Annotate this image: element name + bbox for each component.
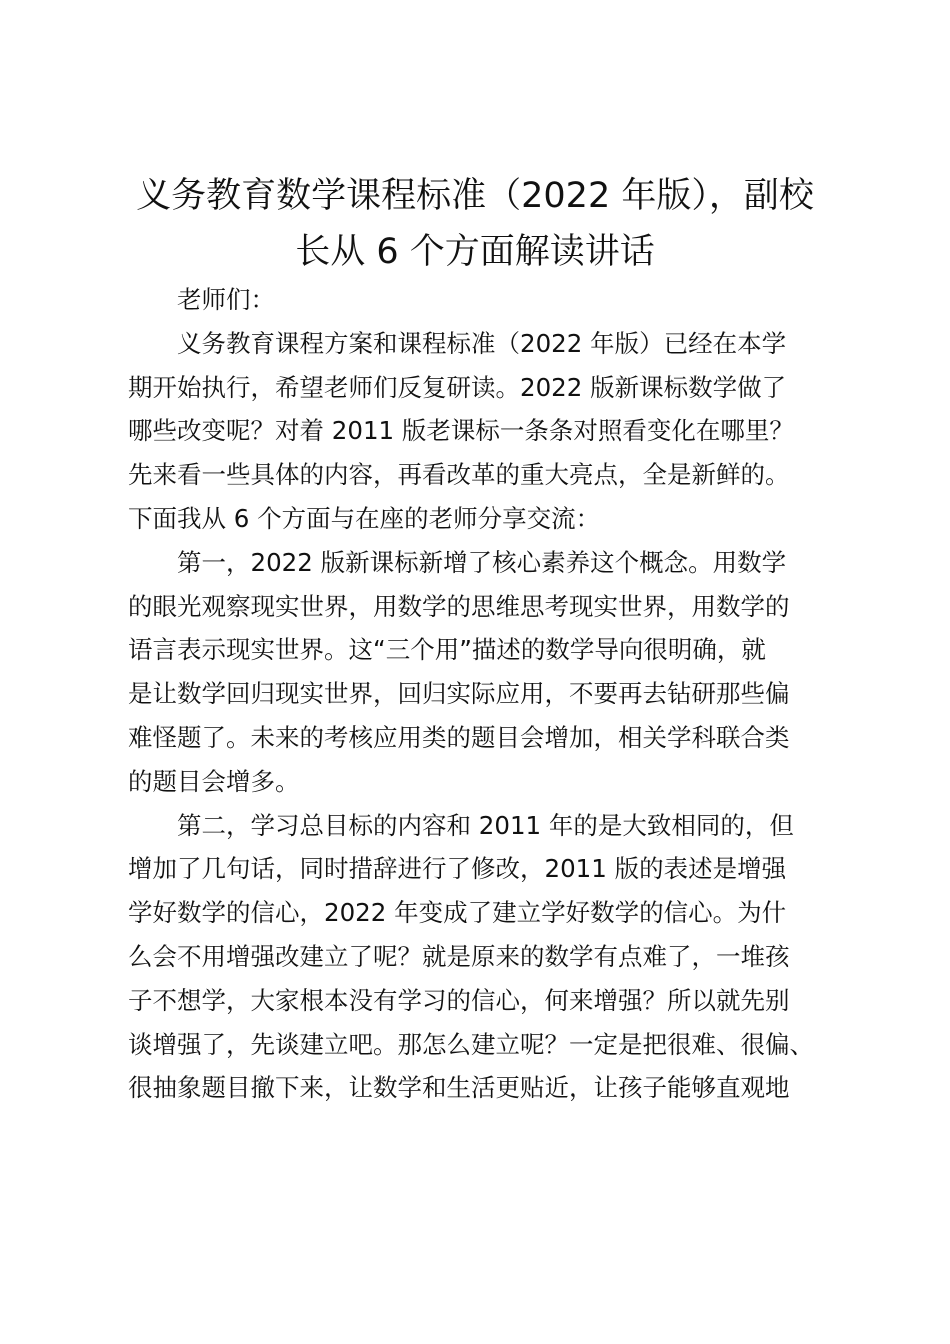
text-line: 很抽象题目撤下来，让数学和生活更贴近，让孩子能够直观地 <box>128 1073 790 1103</box>
text-line: 的眼光观察现实世界，用数学的思维思考现实世界，用数学的 <box>128 591 790 621</box>
document-body <box>128 278 843 1110</box>
title-line-1: 义务教育数学课程标准（2022 年版），副校 <box>136 176 814 216</box>
text-line: 第一，2022 版新课标新增了核心素养这个概念。用数学 <box>177 547 787 577</box>
title-line-2: 长从 6 个方面解读讲话 <box>295 232 655 272</box>
text-line: 期开始执行，希望老师们反复研读。2022 版新课标数学做了 <box>128 372 787 402</box>
text-line: 是让数学回归现实世界，回归实际应用，不要再去钻研那些偏 <box>128 679 790 709</box>
text-line: 下面我从 6 个方面与在座的老师分享交流： <box>128 503 601 533</box>
text-line: 先来看一些具体的内容，再看改革的重大亮点，全是新鲜的。 <box>128 460 790 490</box>
text-line: 子不想学，大家根本没有学习的信心，何来增强？所以就先别 <box>128 985 790 1015</box>
text-line: 哪些改变呢？对着 2011 版老课标一条条对照看变化在哪里？ <box>128 416 794 446</box>
text-line: 第二，学习总目标的内容和 2011 年的是大致相同的，但 <box>177 810 794 840</box>
text-line: 义务教育课程方案和课程标准（2022 年版）已经在本学 <box>177 328 787 358</box>
text-line: 难怪题了。未来的考核应用类的题目会增加，相关学科联合类 <box>128 722 790 752</box>
text-line: 语言表示现实世界。这“三个用”描述的数学导向很明确，就 <box>128 635 766 665</box>
text-line: 增加了几句话，同时措辞进行了修改，2011 版的表述是增强 <box>128 854 787 884</box>
text-line: 谈增强了，先谈建立吧。那怎么建立呢？一定是把很难、很偏、 <box>128 1029 814 1059</box>
document-title <box>100 168 850 280</box>
text-line: 的题目会增多。 <box>128 766 300 796</box>
text-line: 么会不用增强改建立了呢？就是原来的数学有点难了，一堆孩 <box>128 941 790 971</box>
text-line: 老师们： <box>177 285 275 314</box>
text-line: 学好数学的信心，2022 年变成了建立学好数学的信心。为什 <box>128 898 787 928</box>
